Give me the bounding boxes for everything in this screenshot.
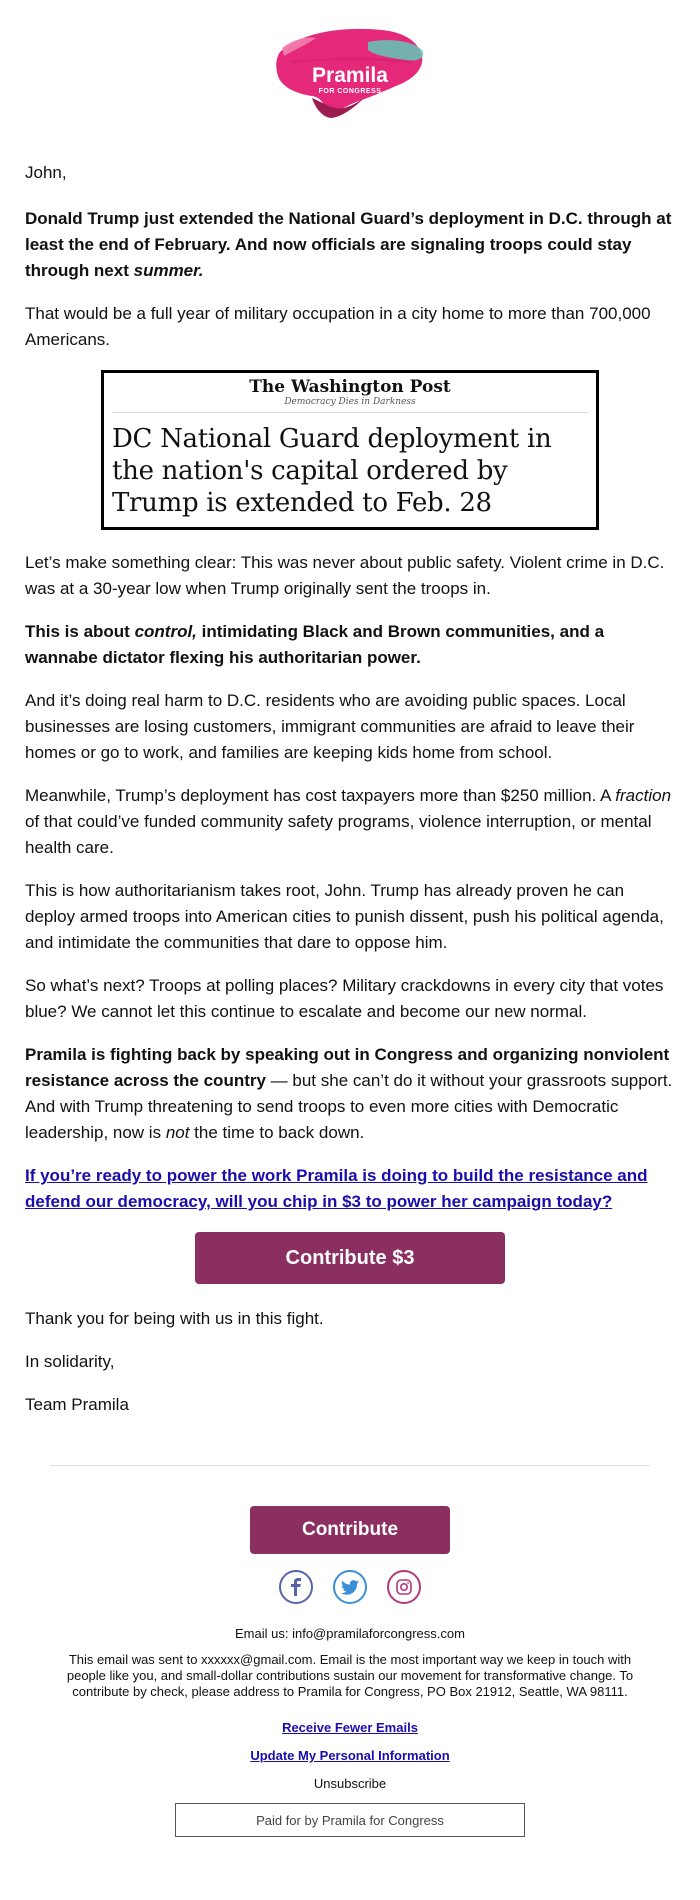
cost-emphasis: fraction [615,786,672,805]
update-personal-info-link[interactable]: Update My Personal Information [250,1748,450,1763]
footer-fineprint: This email was sent to xxxxxx@gmail.com. Email is the most important way we keep in touch with people like you, and small-dollar contributions sustain our movement for transformative change. To contribute by check, please address to Pramila for Congress, PO Box 21912, Seattle, WA 98111. [66,1652,634,1699]
footer-divider [50,1465,650,1466]
facebook-icon[interactable] [279,1570,313,1604]
intro-text: Donald Trump just extended the National Guard’s deployment in D.C. through at least the end of February. And now officials are signaling troops could stay through next [25,209,672,280]
paragraph-thank-you: Thank you for being with us in this fight. [25,1309,324,1328]
unsubscribe-link[interactable]: Unsubscribe [313,1776,387,1791]
control-emphasis: control, [134,622,197,641]
control-text-a: This is about [25,622,135,641]
intro-emphasis: summer. [133,261,204,280]
footer-contribute-button[interactable]: Contribute [250,1506,450,1554]
salutation: John, [25,163,67,182]
paragraph-whats-next: So what’s next? Troops at polling places? Military crackdowns in every city that votes blue? We cannot let this continue to escalate and become our new normal. [25,976,664,1021]
article-headline: DC National Guard deployment in the nation's capital ordered by Trump is extended to Feb. 28 [112,424,552,518]
twitter-icon[interactable] [333,1570,367,1604]
fighting-back-emphasis: not [165,1123,190,1142]
fighting-back-text-b: the time to back down. [189,1123,365,1142]
email-body [25,160,675,1435]
contribute-3-button[interactable]: Contribute $3 [195,1232,505,1284]
cost-text-b: of that could’ve funded community safety programs, violence interruption, or mental health care. [25,812,652,857]
cta-paragraph [25,1163,675,1215]
logo-area [0,22,700,140]
paragraph-public-safety: Let’s make something clear: This was never about public safety. Violent crime in D.C. was at a 30-year low when Trump originally sent the troops in. [25,553,665,598]
paragraph-control [25,619,675,671]
logo-subtitle: FOR CONGRESS [318,88,382,95]
footer-email-line: Email us: info@pramilaforcongress.com [235,1626,465,1641]
cost-text-a: Meanwhile, Trump’s deployment has cost taxpayers more than $250 million. A [25,786,616,805]
cta-donate-link[interactable]: If you’re ready to power the work Pramila is doing to build the resistance and defend our democracy, will you chip in $3 to power her campaign today? [25,1166,648,1211]
fighting-back-text-a: — but she can’t do it without your grassroots support. And with Trump threatening to send troops to even more cities with Democratic leadership, now is [25,1071,673,1142]
article-image [101,370,599,530]
signoff: In solidarity, [25,1352,115,1371]
paragraph-authoritarianism: This is how authoritarianism takes root, John. Trump has already proven he can deploy armed troops into American cities to punish dissent, push his political agenda, and intimidate the communities that dare to oppose him. [25,881,664,952]
control-text-b: intimidating Black and Brown communities, and a wannabe dictator flexing his authoritarian power. [25,622,605,667]
email-footer [0,1465,700,1837]
signature: Team Pramila [25,1395,129,1414]
fighting-back-bold: Pramila is fighting back by speaking out in Congress and organizing nonviolent resistance across the country [25,1045,670,1090]
intro-paragraph [25,206,675,284]
paragraph-occupation: That would be a full year of military occupation in a city home to more than 700,000 Americans. [25,304,651,349]
social-links [0,1570,700,1604]
paid-for-disclaimer: Paid for by Pramila for Congress [175,1803,525,1837]
paragraph-fighting-back [25,1042,675,1146]
article-masthead: The Washington Post [249,377,451,397]
instagram-icon[interactable] [387,1570,421,1604]
paragraph-harm: And it’s doing real harm to D.C. residents who are avoiding public spaces. Local businesses are losing customers, immigrant communities are afraid to leave their homes or go to work, and families are keeping kids home from school. [25,691,635,762]
article-tagline: Democracy Dies in Darkness [112,397,588,413]
receive-fewer-emails-link[interactable]: Receive Fewer Emails [282,1720,418,1735]
logo-name: Pramila [312,64,388,87]
paragraph-cost [25,783,675,861]
